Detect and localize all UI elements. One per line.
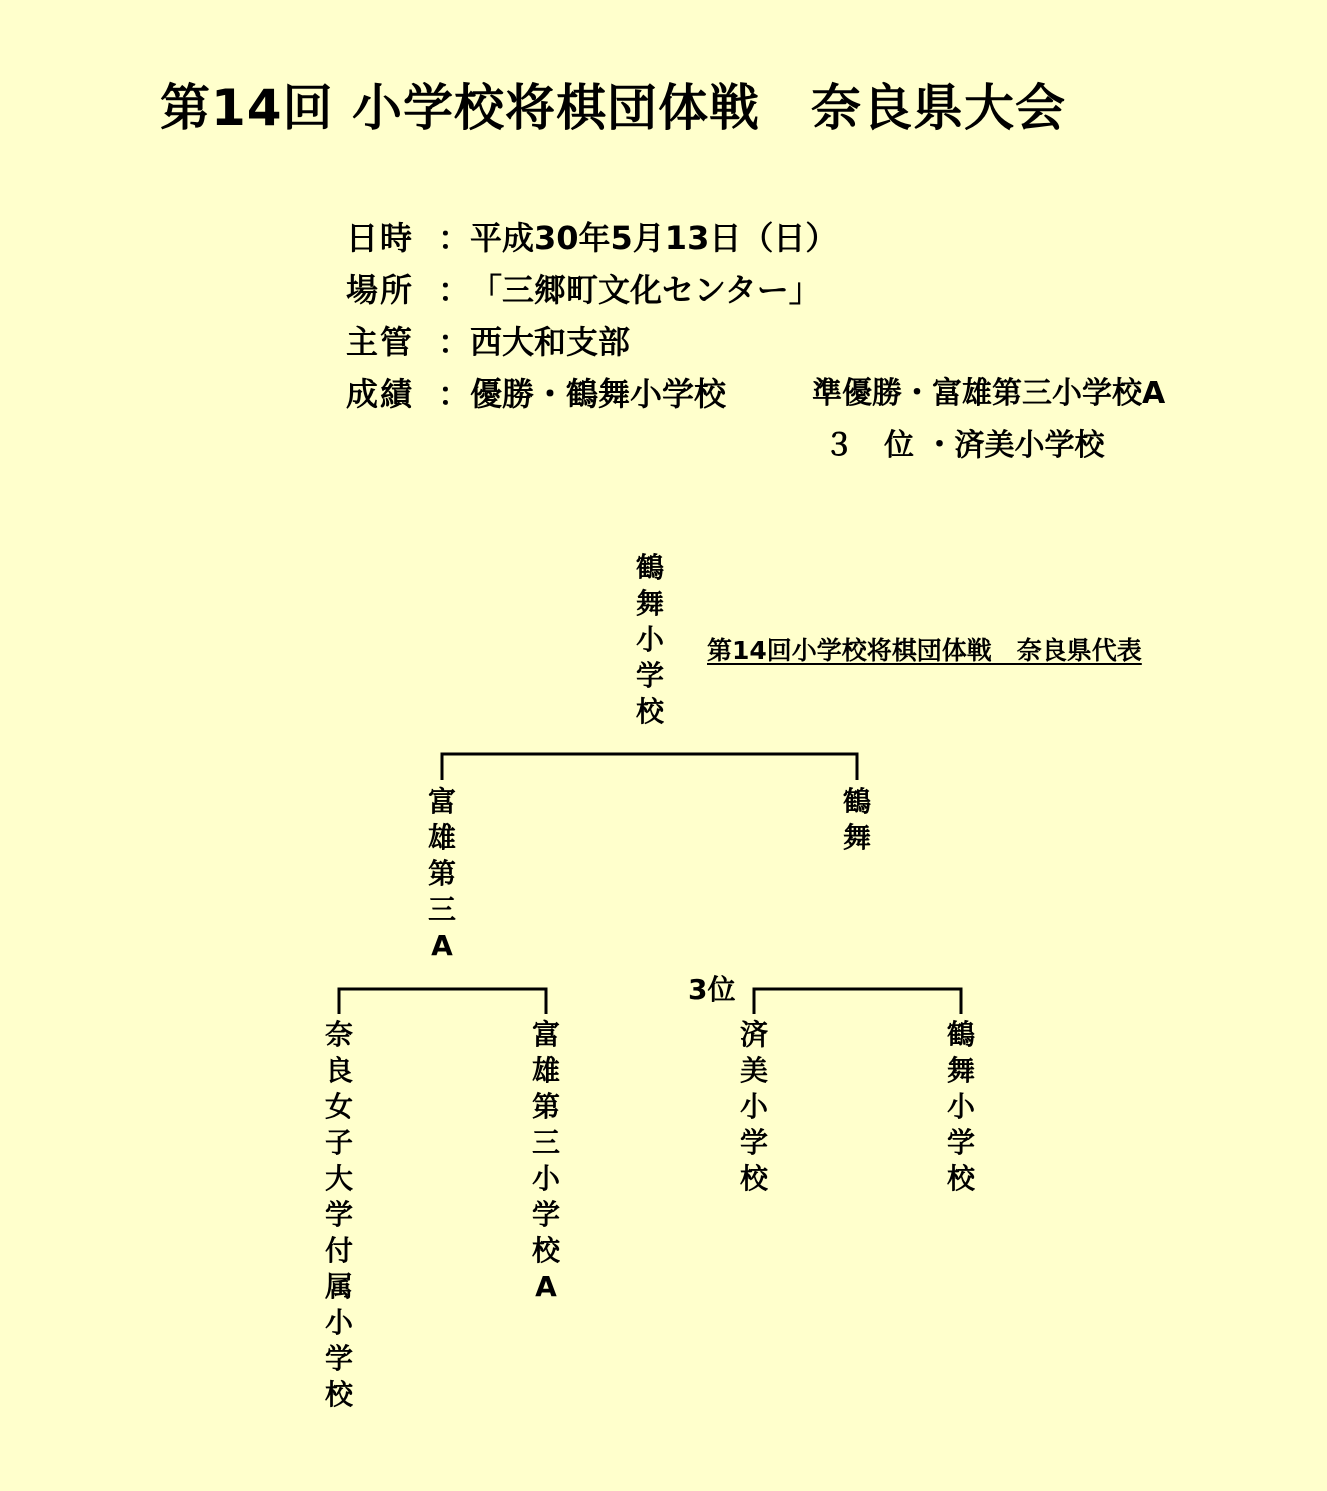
third-place-bracket-line bbox=[754, 989, 961, 1014]
semifinal-left-team: 奈良女子大学付属小学校 bbox=[324, 1018, 353, 1411]
page-title: 第14回 小学校将棋団体戦 奈良県大会 bbox=[160, 79, 1066, 137]
semifinal-bracket-line bbox=[339, 989, 546, 1014]
info-date-colon: ： bbox=[438, 219, 471, 257]
third-place-label: 3位 bbox=[688, 973, 736, 1006]
final-bracket-line bbox=[442, 754, 857, 780]
semifinal-right-team: 富雄第三小学校A bbox=[531, 1018, 560, 1303]
result-winner: 優勝・鶴舞小学校 bbox=[470, 375, 727, 413]
info-venue-label: 場所 bbox=[346, 271, 415, 309]
info-results-colon: ： bbox=[438, 375, 471, 413]
third-place-right-team: 鶴舞小学校 bbox=[946, 1018, 975, 1195]
info-organizer-label: 主管 bbox=[346, 323, 415, 361]
champion-name: 鶴舞小学校 bbox=[635, 551, 664, 728]
info-date-value: 平成30年5月13日（日） bbox=[470, 219, 838, 257]
third-place-left-team: 済美小学校 bbox=[739, 1018, 768, 1195]
info-organizer-value: 西大和支部 bbox=[470, 323, 631, 361]
info-results-label: 成績 bbox=[346, 375, 415, 413]
info-venue-colon: ： bbox=[438, 271, 471, 309]
final-left-team: 富雄第三A bbox=[427, 785, 456, 962]
result-runner-up: 準優勝・富雄第三小学校A bbox=[812, 376, 1166, 411]
result-third: ３ 位 ・済美小学校 bbox=[824, 428, 1105, 463]
info-date-label: 日時 bbox=[346, 219, 415, 257]
info-venue-value: 「三郷町文化センター」 bbox=[470, 271, 821, 309]
info-organizer-colon: ： bbox=[438, 323, 471, 361]
final-right-team: 鶴舞 bbox=[842, 785, 871, 854]
representative-label: 第14回小学校将棋団体戦 奈良県代表 bbox=[707, 636, 1142, 665]
